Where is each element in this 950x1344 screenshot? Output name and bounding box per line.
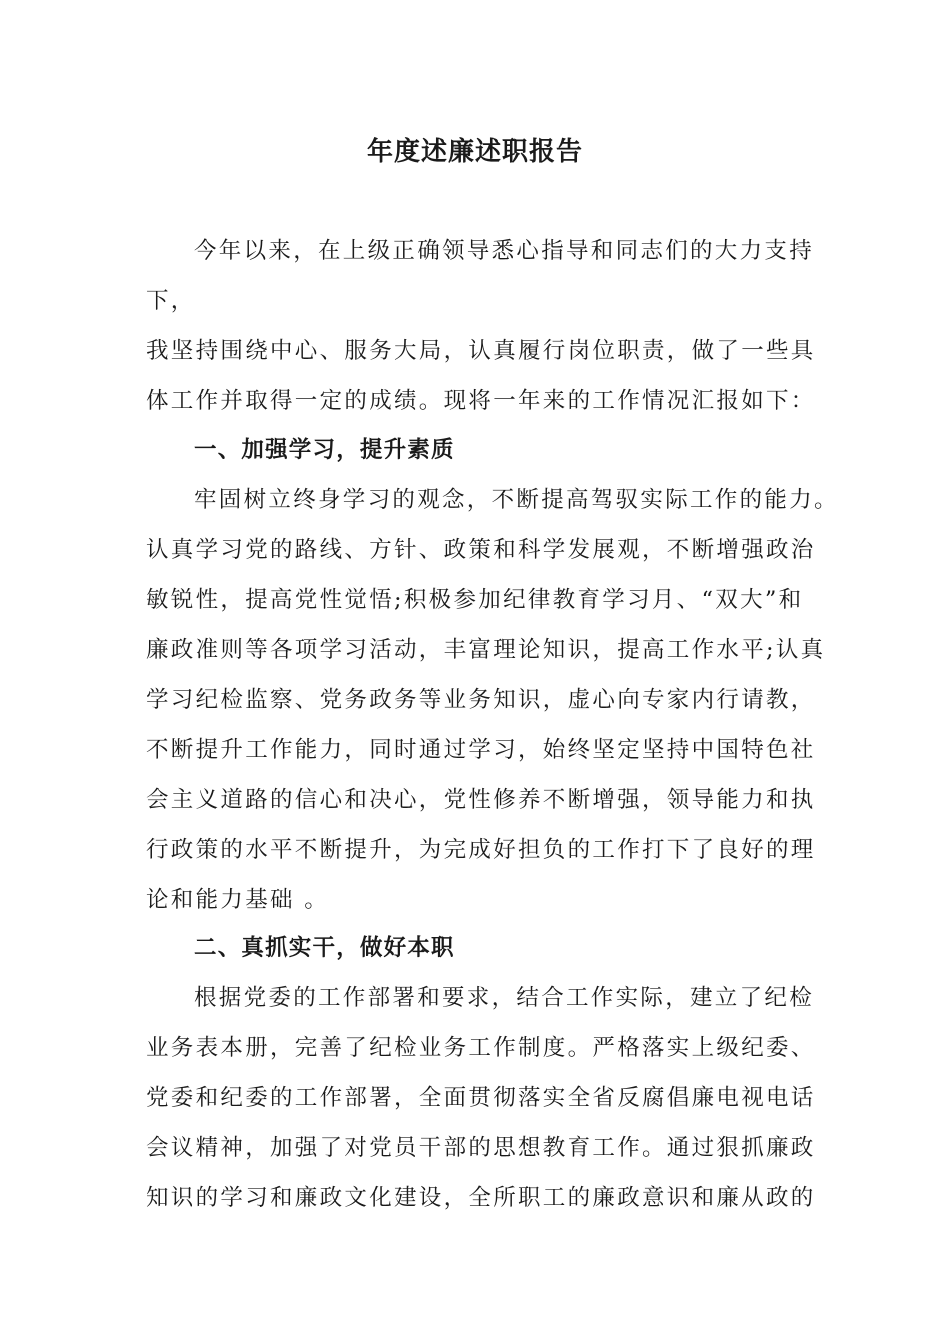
body-line: 论和能力基础 。 — [146, 887, 330, 913]
document-title: 年度述廉述职报告 — [366, 137, 583, 167]
body-line: 知识的学习和廉政文化建设，全所职工的廉政意识和廉从政的 — [146, 1185, 816, 1211]
section-heading-1: 一、加强学习，提升素质 — [194, 437, 455, 463]
body-line: 认真学习党的路线、方针、政策和科学发展观，不断增强政治 — [146, 537, 816, 563]
body-line: 会主义道路的信心和决心，党性修养不断增强，领导能力和执 — [146, 787, 816, 813]
body-line: 敏锐性，提高党性觉悟;积极参加纪律教育学习月、“双大”和 — [146, 587, 804, 613]
body-line: 廉政准则等各项学习活动，丰富理论知识，提高工作水平;认真 — [146, 637, 826, 663]
body-line: 学习纪检监察、党务政务等业务知识，虚心向专家内行请教， — [146, 687, 816, 713]
body-line: 下， — [146, 288, 196, 314]
body-line: 体工作并取得一定的成绩。现将一年来的工作情况汇报如下： — [146, 388, 816, 414]
body-line: 行政策的水平不断提升，为完成好担负的工作打下了良好的理 — [146, 837, 816, 863]
body-line: 不断提升工作能力，同时通过学习，始终坚定坚持中国特色社 — [146, 737, 816, 763]
body-line: 我坚持围绕中心、服务大局，认真履行岗位职责，做了一些具 — [146, 338, 816, 364]
body-line: 根据党委的工作部署和要求，结合工作实际，建立了纪检 — [194, 985, 815, 1011]
section-heading-2: 二、真抓实干，做好本职 — [194, 935, 455, 961]
body-line: 党委和纪委的工作部署，全面贯彻落实全省反腐倡廉电视电话 — [146, 1085, 816, 1111]
body-line: 今年以来，在上级正确领导悉心指导和同志们的大力支持 — [194, 238, 815, 264]
body-line: 业务表本册，完善了纪检业务工作制度。严格落实上级纪委、 — [146, 1035, 816, 1061]
body-line: 会议精神，加强了对党员干部的思想教育工作。通过狠抓廉政 — [146, 1135, 816, 1161]
body-line: 牢固树立终身学习的观念，不断提高驾驭实际工作的能力。 — [194, 487, 839, 513]
